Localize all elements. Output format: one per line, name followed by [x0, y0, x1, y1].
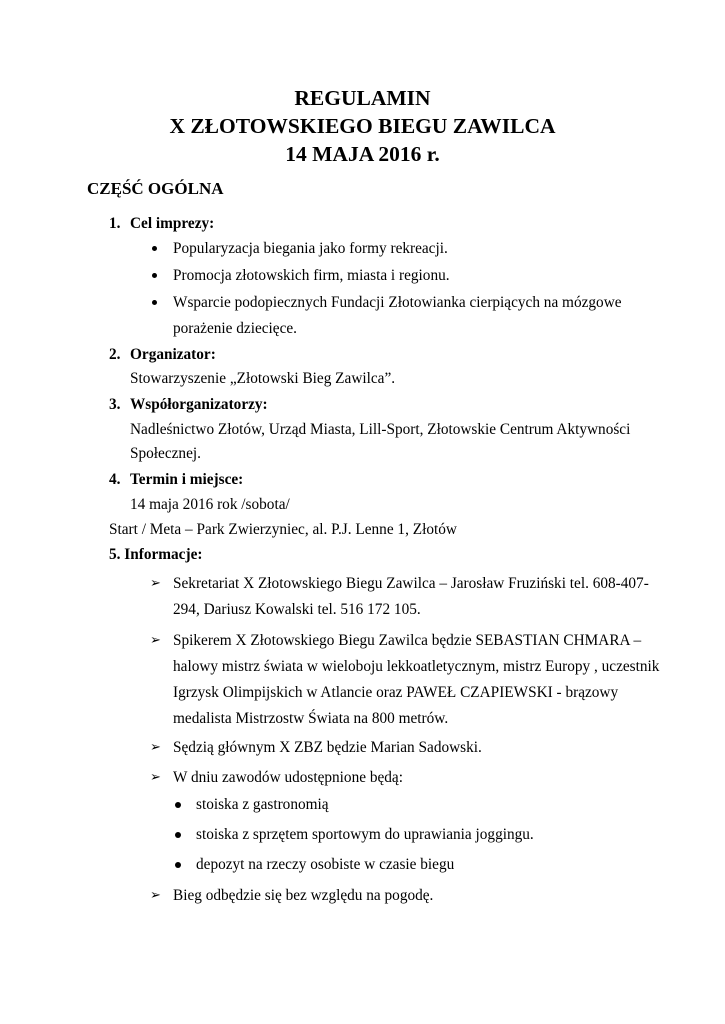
- sub-bullet-text: stoiska z gastronomią: [196, 796, 329, 813]
- bullet-text-continuation: porażenie dziecięce.: [173, 320, 297, 337]
- item-number-2: 2.: [109, 346, 121, 363]
- info-point-text: Sędzią głównym X ZBZ będzie Marian Sadowski.: [173, 739, 482, 756]
- info-point-text-continuation: halowy mistrz świata w wieloboju lekkoatletycznym, mistrz Europy , uczestnik: [173, 658, 660, 675]
- wspolorganizatorzy-text-line-1: Nadleśnictwo Złotów, Urząd Miasta, Lill-Sport, Złotowskie Centrum Aktywności: [130, 421, 631, 438]
- document-title-line-1: REGULAMIN: [294, 86, 431, 110]
- info-point-text-continuation: medalista Mistrzostw Świata na 800 metrów.: [173, 710, 449, 727]
- bullet-icon: [152, 273, 157, 278]
- sub-bullet-icon: [175, 862, 181, 868]
- document-title-line-3: 14 MAJA 2016 r.: [285, 142, 440, 166]
- termin-place: Start / Meta – Park Zwierzyniec, al. P.J. Lenne 1, Złotów: [109, 521, 457, 538]
- termin-date: 14 maja 2016 rok /sobota/: [130, 496, 290, 513]
- arrow-bullet-icon: ➢: [150, 770, 161, 785]
- bullet-text: Wsparcie podopiecznych Fundacji Złotowianka cierpiących na mózgowe: [173, 294, 622, 311]
- sub-bullet-icon: [175, 832, 181, 838]
- arrow-bullet-icon: ➢: [150, 888, 161, 903]
- item-heading-cel: Cel imprezy:: [130, 215, 215, 232]
- info-point-text: Spikerem X Złotowskiego Biegu Zawilca będzie SEBASTIAN CHMARA –: [173, 632, 642, 649]
- arrow-bullet-icon: ➢: [150, 576, 161, 591]
- item-heading-informacje: 5. Informacje:: [109, 546, 203, 563]
- sub-bullet-text: stoiska z sprzętem sportowym do uprawiania joggingu.: [196, 826, 534, 843]
- info-point-text: W dniu zawodów udostępnione będą:: [173, 769, 403, 786]
- item-number-4: 4.: [109, 471, 121, 488]
- item-number-1: 1.: [109, 215, 121, 232]
- organizator-text: Stowarzyszenie „Złotowski Bieg Zawilca”.: [130, 370, 396, 387]
- info-point-text: Sekretariat X Złotowskiego Biegu Zawilca – Jarosław Fruziński tel. 608-407-: [173, 575, 649, 592]
- item-heading-organizator: Organizator:: [130, 346, 216, 363]
- item-heading-termin: Termin i miejsce:: [130, 471, 244, 488]
- wspolorganizatorzy-text-line-2: Społecznej.: [130, 445, 201, 462]
- document-title-line-2: X ZŁOTOWSKIEGO BIEGU ZAWILCA: [169, 114, 556, 138]
- bullet-text: Promocja złotowskich firm, miasta i regionu.: [173, 267, 450, 284]
- info-point-text: Bieg odbędzie się bez względu na pogodę.: [173, 887, 434, 904]
- arrow-bullet-icon: ➢: [150, 740, 161, 755]
- sub-bullet-icon: [175, 802, 181, 808]
- section-heading: CZĘŚĆ OGÓLNA: [87, 179, 224, 198]
- bullet-icon: [152, 300, 157, 305]
- item-number-3: 3.: [109, 396, 121, 413]
- bullet-text: Popularyzacja biegania jako formy rekreacji.: [173, 240, 448, 257]
- bullet-icon: [152, 246, 157, 251]
- item-heading-wspolorganizatorzy: Współorganizatorzy:: [130, 396, 268, 413]
- info-point-text-continuation: Igrzysk Olimpijskich w Atlancie oraz PAWEŁ CZAPIEWSKI - brązowy: [173, 684, 619, 701]
- info-point-text-continuation: 294, Dariusz Kowalski tel. 516 172 105.: [173, 601, 421, 618]
- sub-bullet-text: depozyt na rzeczy osobiste w czasie biegu: [196, 856, 455, 873]
- arrow-bullet-icon: ➢: [150, 633, 161, 648]
